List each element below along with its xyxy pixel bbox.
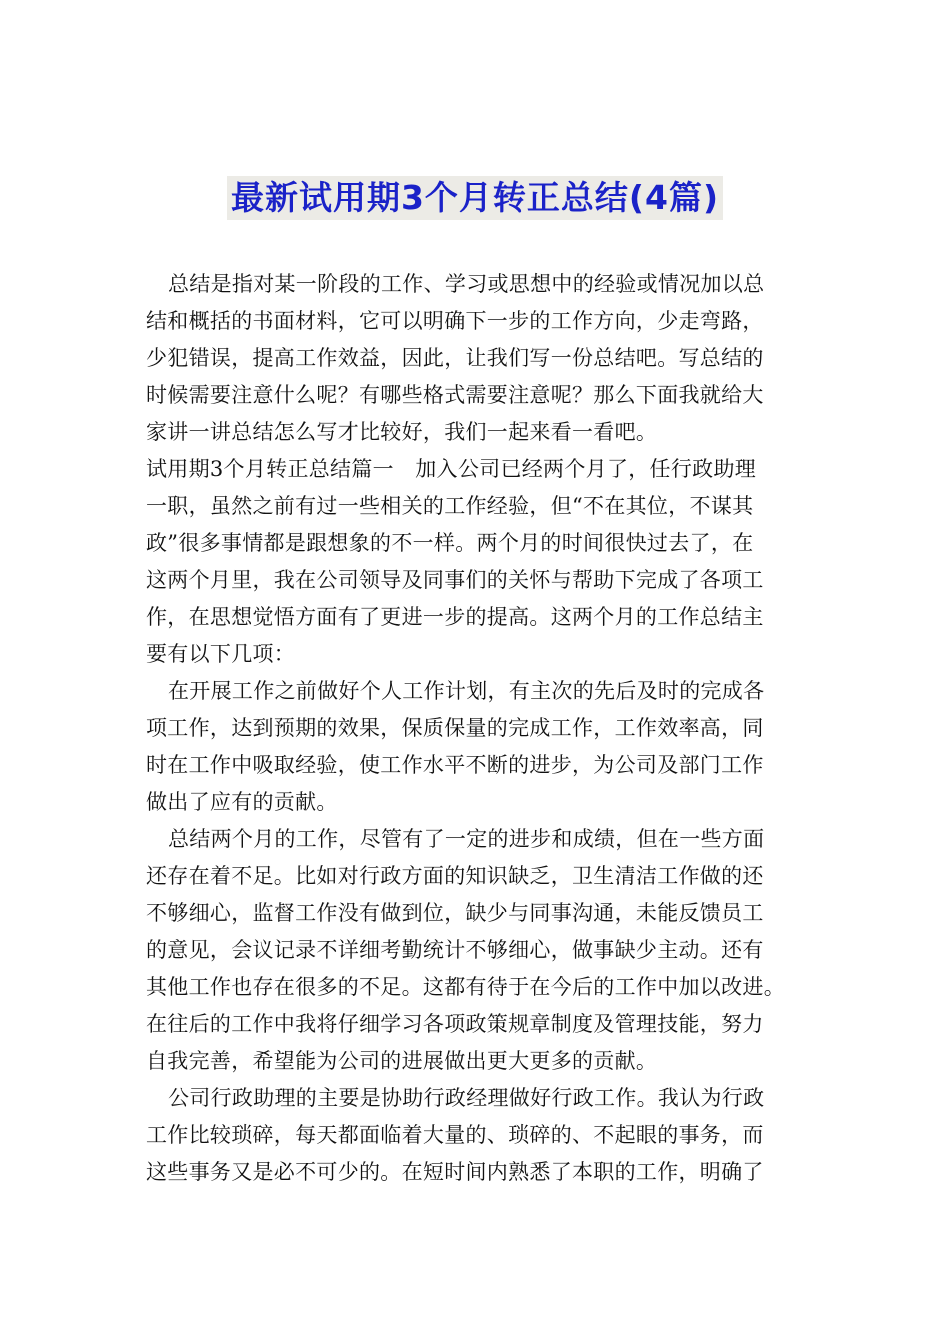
body-line: 结和概括的书面材料，它可以明确下一步的工作方向，少走弯路，: [146, 309, 764, 333]
body-line: 项工作，达到预期的效果，保质保量的完成工作，工作效率高，同: [146, 716, 764, 740]
body-line: 作，在思想觉悟方面有了更进一步的提高。这两个月的工作总结主: [146, 605, 764, 629]
body-line: 家讲一讲总结怎么写才比较好，我们一起来看一看吧。: [146, 420, 658, 444]
body-line: 做出了应有的贡献。: [146, 790, 338, 814]
body-line: 时候需要注意什么呢？有哪些格式需要注意呢？那么下面我就给大: [146, 383, 764, 407]
body-line: 总结是指对某一阶段的工作、学习或思想中的经验或情况加以总: [168, 272, 765, 296]
body-line: 政”很多事情都是跟想象的不一样。两个月的时间很快过去了，在: [146, 531, 754, 555]
body-line: 总结两个月的工作，尽管有了一定的进步和成绩，但在一些方面: [168, 827, 765, 851]
body-line: 一职，虽然之前有过一些相关的工作经验，但“不在其位，不谋其: [146, 494, 754, 518]
body-line: 在往后的工作中我将仔细学习各项政策规章制度及管理技能，努力: [146, 1012, 764, 1036]
body-line: 的意见，会议记录不详细考勤统计不够细心，做事缺少主动。还有: [146, 938, 764, 962]
document-body: [146, 266, 816, 1191]
body-line: 工作比较琐碎，每天都面临着大量的、琐碎的、不起眼的事务，而: [146, 1123, 764, 1147]
title-container: [0, 176, 950, 220]
body-line: 还存在着不足。比如对行政方面的知识缺乏，卫生清洁工作做的还: [146, 864, 764, 888]
body-line: 时在工作中吸取经验，使工作水平不断的进步，为公司及部门工作: [146, 753, 764, 777]
body-line: 这些事务又是必不可少的。在短时间内熟悉了本职的工作，明确了: [146, 1160, 764, 1184]
document-title: 最新试用期3个月转正总结(4篇): [227, 176, 723, 220]
body-line: 要有以下几项：: [146, 642, 296, 666]
body-line: 试用期3个月转正总结篇一 加入公司已经两个月了，任行政助理: [146, 457, 757, 481]
body-line: 不够细心，监督工作没有做到位，缺少与同事沟通，未能反馈员工: [146, 901, 764, 925]
body-line: 自我完善，希望能为公司的进展做出更大更多的贡献。: [146, 1049, 658, 1073]
body-line: 公司行政助理的主要是协助行政经理做好行政工作。我认为行政: [168, 1086, 765, 1110]
body-line: 其他工作也存在很多的不足。这都有待于在今后的工作中加以改进。: [146, 975, 785, 999]
body-line: 在开展工作之前做好个人工作计划，有主次的先后及时的完成各: [168, 679, 765, 703]
body-line: 少犯错误，提高工作效益，因此，让我们写一份总结吧。写总结的: [146, 346, 764, 370]
body-line: 这两个月里，我在公司领导及同事们的关怀与帮助下完成了各项工: [146, 568, 764, 592]
